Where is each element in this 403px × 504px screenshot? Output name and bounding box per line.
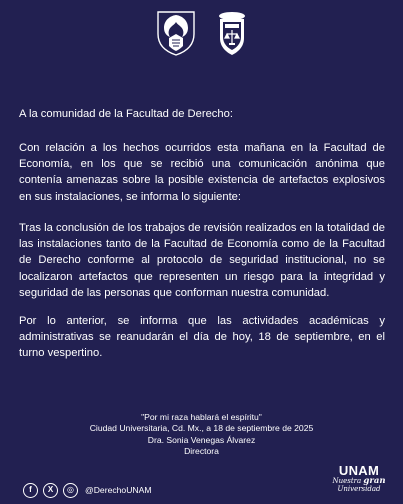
facebook-icon[interactable]: f <box>23 483 38 498</box>
place-date: Ciudad Universitaria, Cd. Mx., a 18 de septiembre de 2025 <box>89 423 314 434</box>
brand-unam-text: UNAM <box>338 463 380 478</box>
tagline-word-1: Nuestra <box>332 477 362 485</box>
paragraph-incident: Con relación a los hechos ocurridos esta mañana en la Facultad de Economía, en los que se recibió una comunicación anónima que contenía amenazas sobre la posible existencia de artefactos explosivos en sus instalaciones, se informa lo siguiente: <box>19 142 385 203</box>
header-logos <box>0 10 403 58</box>
brand-tagline <box>332 478 386 493</box>
x-icon[interactable]: X <box>43 483 58 498</box>
signer-role: Directora <box>184 446 219 457</box>
facultad-derecho-logo <box>217 10 247 56</box>
motto: "Por mi raza hablará el espíritu" <box>141 412 262 422</box>
unam-shield-logo <box>155 10 197 56</box>
paragraph-activities-resume: Por lo anterior, se informa que las actividades académicas y administrativas se reanudarán el día de hoy, 18 de septiembre, en el turno vespertino. <box>19 315 385 360</box>
paragraph-review-result: Tras la conclusión de los trabajos de revisión realizados en la totalidad de las instalaciones tanto de la Facultad de Economía como de la Facultad de Derecho conforme al protocolo de seguridad institucional, no se localizaron artefactos que representen un riesgo para la integridad y seguridad de las personas que conforman nuestra comunidad. <box>19 222 385 299</box>
social-handle[interactable]: @DerechoUNAM <box>85 485 152 495</box>
social-bar <box>23 482 152 498</box>
tagline-word-3: Universidad <box>337 484 381 493</box>
unam-brand-logo <box>332 464 386 500</box>
instagram-icon[interactable]: ◎ <box>63 483 78 498</box>
tagline-word-2: gran <box>363 476 386 486</box>
signer-name: Dra. Sonia Venegas Álvarez <box>147 434 256 445</box>
signature-block <box>0 412 403 458</box>
greeting: A la comunidad de la Facultad de Derecho: <box>19 108 233 120</box>
